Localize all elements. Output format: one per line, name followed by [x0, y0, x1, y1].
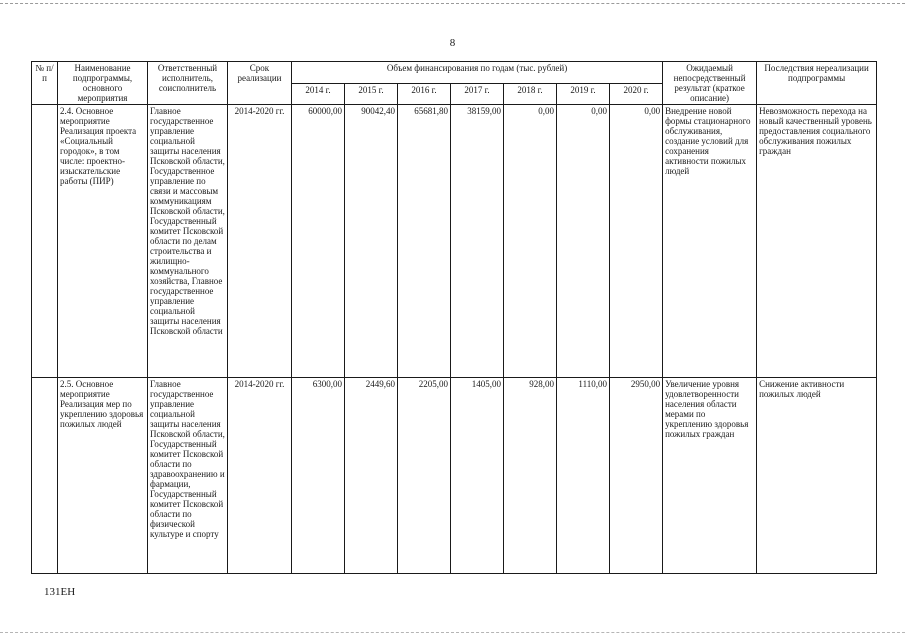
footer-code: 131EH: [44, 586, 76, 598]
scan-edge-bottom: [0, 632, 905, 633]
cell-value: 2449,60: [345, 378, 398, 574]
table-row: [32, 105, 877, 378]
col-header-term: Срок реализации: [228, 62, 292, 105]
col-header-year: 2014 г.: [292, 83, 345, 105]
cell-consequences: Невозможность перехода на новый качественный уровень предоставления социального обслуживания пожилых граждан: [757, 105, 877, 378]
cell-responsible: Главное государственное управление социальной защиты населения Псковской области, Государственное управление по связи и массовым коммуникациям Псковской области, Государственный комитет Псковской области по делам строительства и жилищно-коммунального хозяйства, Главное государственное управление социальной защиты населения Псковской области: [148, 105, 228, 378]
cell-value: 60000,00: [292, 105, 345, 378]
cell-value: 2205,00: [398, 378, 451, 574]
cell-value: 928,00: [504, 378, 557, 574]
table-row: [32, 378, 877, 574]
col-header-responsible: Ответственный исполнитель, соисполнитель: [148, 62, 228, 105]
cell-value: 0,00: [610, 105, 663, 378]
cell-value: 90042,40: [345, 105, 398, 378]
col-header-result: Ожидаемый непосредственный результат (краткое описание): [663, 62, 757, 105]
col-header-year: 2018 г.: [504, 83, 557, 105]
cell-result: Внедрение новой формы стационарного обслуживания, создание условий для сохранения активности пожилых людей: [663, 105, 757, 378]
cell-value: 1110,00: [557, 378, 610, 574]
cell-no: [32, 378, 58, 574]
cell-value: 6300,00: [292, 378, 345, 574]
col-header-funding: Объем финансирования по годам (тыс. рублей): [292, 62, 663, 84]
col-header-year: 2020 г.: [610, 83, 663, 105]
cell-value: 0,00: [504, 105, 557, 378]
program-table: [31, 61, 877, 574]
cell-value: 1405,00: [451, 378, 504, 574]
cell-responsible: Главное государственное управление социальной защиты населения Псковской области, Государственный комитет Псковской области по здравоохранению и фармации, Государственный комитет Псковской области по физической культуре и спорту: [148, 378, 228, 574]
col-header-year: 2019 г.: [557, 83, 610, 105]
col-header-consequences: Последствия нереализации подпрограммы: [757, 62, 877, 105]
cell-no: [32, 105, 58, 378]
col-header-no: № п/п: [32, 62, 58, 105]
cell-consequences: Снижение активности пожилых людей: [757, 378, 877, 574]
col-header-year: 2016 г.: [398, 83, 451, 105]
col-header-name: Наименование подпрограммы, основного мероприятия: [58, 62, 148, 105]
scan-edge-top: [0, 3, 905, 4]
cell-name: 2.4. Основное мероприятие Реализация проекта «Социальный городок», в том числе: проектно-изыскательские работы (ПИР): [58, 105, 148, 378]
header-row: [32, 62, 877, 84]
page-number: 8: [449, 37, 456, 49]
col-header-year: 2017 г.: [451, 83, 504, 105]
cell-value: 2950,00: [610, 378, 663, 574]
cell-term: 2014-2020 гг.: [228, 378, 292, 574]
cell-value: 0,00: [557, 105, 610, 378]
col-header-year: 2015 г.: [345, 83, 398, 105]
cell-term: 2014-2020 гг.: [228, 105, 292, 378]
cell-value: 65681,80: [398, 105, 451, 378]
cell-result: Увеличение уровня удовлетворенности населения области мерами по укреплению здоровья пожилых граждан: [663, 378, 757, 574]
cell-name: 2.5. Основное мероприятие Реализация мер по укреплению здоровья пожилых людей: [58, 378, 148, 574]
cell-value: 38159,00: [451, 105, 504, 378]
